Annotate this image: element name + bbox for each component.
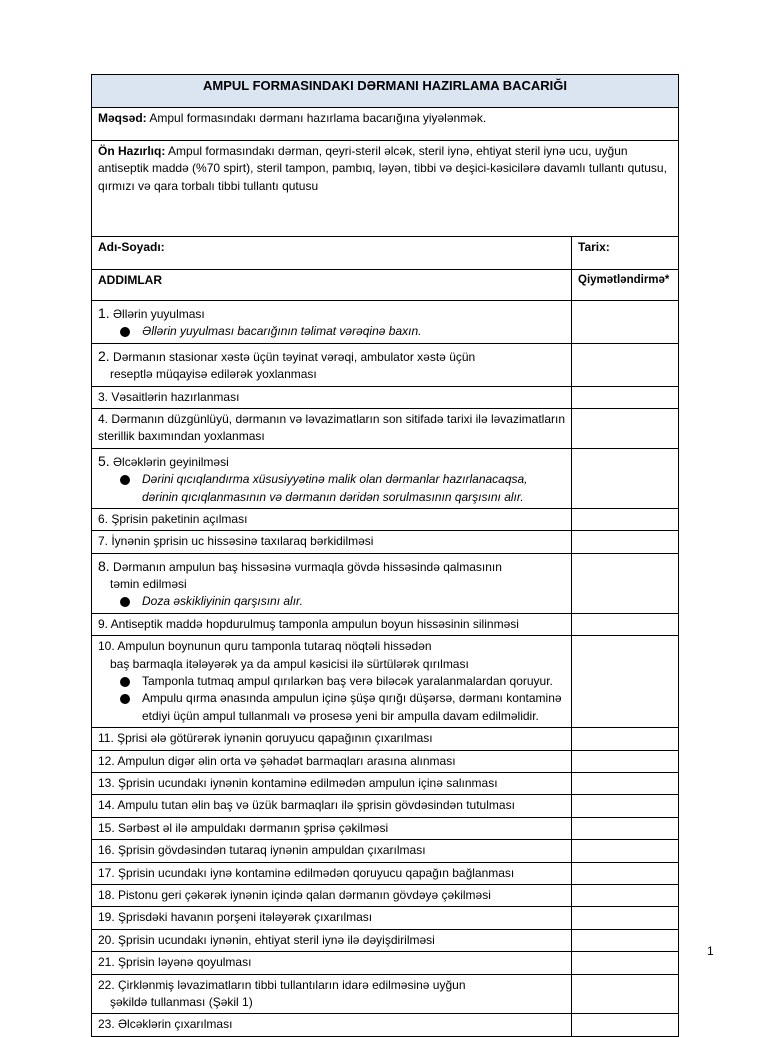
step-row: [92, 343, 679, 386]
score-cell[interactable]: [572, 553, 679, 613]
score-cell[interactable]: [572, 301, 679, 344]
score-cell[interactable]: [572, 408, 679, 448]
step-note: Doza əskikliyinin qarşısını alır.: [98, 593, 565, 610]
step-text: 10. Ampulun boynunun quru tamponla tutaraq nöqtəli hissədən: [98, 639, 432, 654]
score-cell[interactable]: [572, 795, 679, 817]
step-row: [92, 1014, 679, 1036]
form-title: AMPUL FORMASINDAKI DƏRMANI HAZIRLAMA BACARIĞI: [92, 75, 679, 108]
score-cell[interactable]: [572, 386, 679, 408]
step-7: 7. İynənin şprisin uc hissəsinə taxılaraq bərkidilməsi: [92, 531, 572, 553]
step-20: 20. Şprisin ucundakı iynənin, ehtiyat steril iynə ilə dəyişdirilməsi: [92, 929, 572, 951]
step-5: [92, 448, 572, 508]
step-row: [92, 750, 679, 772]
score-cell[interactable]: [572, 531, 679, 553]
step-3: 3. Vəsaitlərin hazırlanması: [92, 386, 572, 408]
step-note: Ampulu qırma ənasında ampulun içinə şüşə qırığı düşərsə, dərmanı kontaminə etdiyi üçün ampul tullanmalı və prosesə yeni bir ampulla davam edilməlidir.: [98, 690, 565, 725]
step-18: 18. Pistonu geri çəkərək iynənin içində qalan dərmanın gövdəyə çəkilməsi: [92, 884, 572, 906]
step-23: 23. Əlcəklərin çıxarılması: [92, 1014, 572, 1036]
score-cell[interactable]: [572, 952, 679, 974]
step-row: [92, 817, 679, 839]
step-row: [92, 952, 679, 974]
skill-checklist-table: [91, 74, 679, 1037]
step-row: [92, 862, 679, 884]
step-22: [92, 974, 572, 1014]
step-text-continued: baş barmaqla itələyərək ya da ampul kəsicisi ilə sürtülərək qırılması: [110, 656, 469, 671]
step-row: [92, 795, 679, 817]
step-note: Tamponla tutmaq ampul qırılarkən baş verə biləcək yaralanmalardan qoruyur.: [98, 673, 565, 690]
step-row: [92, 386, 679, 408]
step-note: Əllərin yuyulması bacarığının təlimat vərəqinə baxın.: [98, 323, 565, 340]
step-12: 12. Ampulun digər əlin orta və şəhadət barmaqları arasına alınması: [92, 750, 572, 772]
step-row: [92, 772, 679, 794]
step-row: [92, 929, 679, 951]
score-cell[interactable]: [572, 840, 679, 862]
bullet-dot-icon: [120, 327, 130, 337]
step-text: 22. Çirklənmiş ləvazimatların tibbi tullantıların idarə edilməsinə uyğun: [98, 977, 466, 992]
preparation-text: Ampul formasındakı dərman, qeyri-steril əlcək, steril iynə, ehtiyat steril iynə ucu, uyğun antiseptik maddə (%70 spirt), steril tampon, pambıq, ləyən, tibbi və deşici-kəsicilərə davamlı tullantı qutusu, qırmızı və qara torbalı tibbi tullantı qutusu: [98, 144, 667, 193]
step-row: [92, 636, 679, 728]
step-row: [92, 408, 679, 448]
step-6: 6. Şprisin paketinin açılması: [92, 508, 572, 530]
score-cell[interactable]: [572, 508, 679, 530]
step-row: [92, 974, 679, 1014]
step-note: Dərini qıcıqlandırma xüsusiyyətinə malik olan dərmanlar hazırlanacaqsa,: [98, 471, 565, 488]
step-text: Əllərin yuyulması: [109, 307, 205, 321]
preparation-row: [92, 141, 679, 237]
step-17: 17. Şprisin ucundakı iynə kontaminə edilmədən qoruyucu qapağın bağlanması: [92, 862, 572, 884]
steps-header-row: [92, 270, 679, 301]
step-16: 16. Şprisin gövdəsindən tutaraq iynənin ampuldan çıxarılması: [92, 840, 572, 862]
purpose-cell: [92, 108, 679, 141]
step-4: 4. Dərmanın düzgünlüyü, dərmanın və ləvazimatların son sitifadə tarixi ilə ləvazimatların sterillik baxımından yoxlanması: [92, 408, 572, 448]
step-2: [92, 343, 572, 386]
score-cell[interactable]: [572, 884, 679, 906]
step-row: [92, 301, 679, 344]
step-number: 5.: [98, 452, 110, 469]
score-cell[interactable]: [572, 750, 679, 772]
step-row: [92, 884, 679, 906]
step-text-continued: reseptlə müqayisə edilərək yoxlanması: [110, 367, 317, 382]
bullet-dot-icon: [120, 597, 130, 607]
score-cell[interactable]: [572, 929, 679, 951]
step-13: 13. Şprisin ucundakı iynənin kontaminə edilmədən ampulun içinə salınması: [92, 772, 572, 794]
bullet-dot-icon: [120, 475, 130, 485]
step-row: [92, 613, 679, 635]
step-14: 14. Ampulu tutan əlin baş və üzük barmaqları ilə şprisin gövdəsindən tutulması: [92, 795, 572, 817]
name-date-row: [92, 237, 679, 270]
step-text-continued: şəkildə tullanması (Şəkil 1): [110, 994, 253, 1009]
step-row: [92, 531, 679, 553]
step-15: 15. Sərbəst əl ilə ampuldakı dərmanın şprisə çəkilməsi: [92, 817, 572, 839]
steps-header: ADDIMLAR: [92, 270, 572, 301]
step-row: [92, 907, 679, 929]
step-text-continued: təmin edilməsi: [110, 577, 187, 592]
purpose-row: [92, 108, 679, 141]
step-text: Dərmanın stasionar xəstə üçün təyinat vərəqi, ambulator xəstə üçün: [109, 349, 476, 364]
purpose-text: Ampul formasındakı dərmanı hazırlama bacarığına yiyələnmək.: [146, 111, 487, 125]
score-cell[interactable]: [572, 862, 679, 884]
bullet-dot-icon: [120, 694, 130, 704]
score-cell[interactable]: [572, 1014, 679, 1036]
step-8: [92, 553, 572, 613]
score-cell[interactable]: [572, 817, 679, 839]
preparation-label: Ön Hazırlıq:: [98, 144, 166, 158]
score-cell[interactable]: [572, 974, 679, 1014]
score-cell[interactable]: [572, 448, 679, 508]
step-text: Əlcəklərin geyinilməsi: [109, 454, 229, 469]
step-10: [92, 636, 572, 728]
score-cell[interactable]: [572, 728, 679, 750]
step-row: [92, 448, 679, 508]
date-label: Tarix:: [572, 237, 679, 270]
step-1: [92, 301, 572, 344]
step-row: [92, 508, 679, 530]
step-number: 8.: [98, 557, 110, 574]
step-11: 11. Şprisi ələ götürərək iynənin qoruyucu qapağının çıxarılması: [92, 728, 572, 750]
step-row: [92, 553, 679, 613]
step-9: 9. Antiseptik maddə hopdurulmuş tamponla ampulun boyun hissəsinin silinməsi: [92, 613, 572, 635]
score-cell[interactable]: [572, 907, 679, 929]
step-text: Dərmanın ampulun baş hissəsinə vurmaqla gövdə hissəsində qalmasının: [109, 559, 502, 574]
score-header: Qiymətləndirmə*: [572, 270, 679, 301]
score-cell[interactable]: [572, 772, 679, 794]
step-row: [92, 840, 679, 862]
step-number: 1.: [98, 305, 110, 321]
step-21: 21. Şprisin ləyənə qoyulması: [92, 952, 572, 974]
preparation-cell: [92, 141, 679, 237]
name-label: Adı-Soyadı:: [92, 237, 572, 270]
score-cell[interactable]: [572, 636, 679, 728]
step-note-continued: dərinin qıcıqlanmasının və dərmanın dəridən sorulmasının qarşısını alır.: [142, 489, 524, 504]
step-row: [92, 728, 679, 750]
title-row: [92, 75, 679, 108]
score-cell[interactable]: [572, 613, 679, 635]
score-cell[interactable]: [572, 343, 679, 386]
purpose-label: Məqsəd:: [98, 111, 147, 125]
bullet-dot-icon: [120, 677, 130, 687]
step-number: 2.: [98, 347, 110, 364]
page-number: 1: [707, 944, 714, 958]
step-19: 19. Şprisdəki havanın porşeni itələyərək çıxarılması: [92, 907, 572, 929]
